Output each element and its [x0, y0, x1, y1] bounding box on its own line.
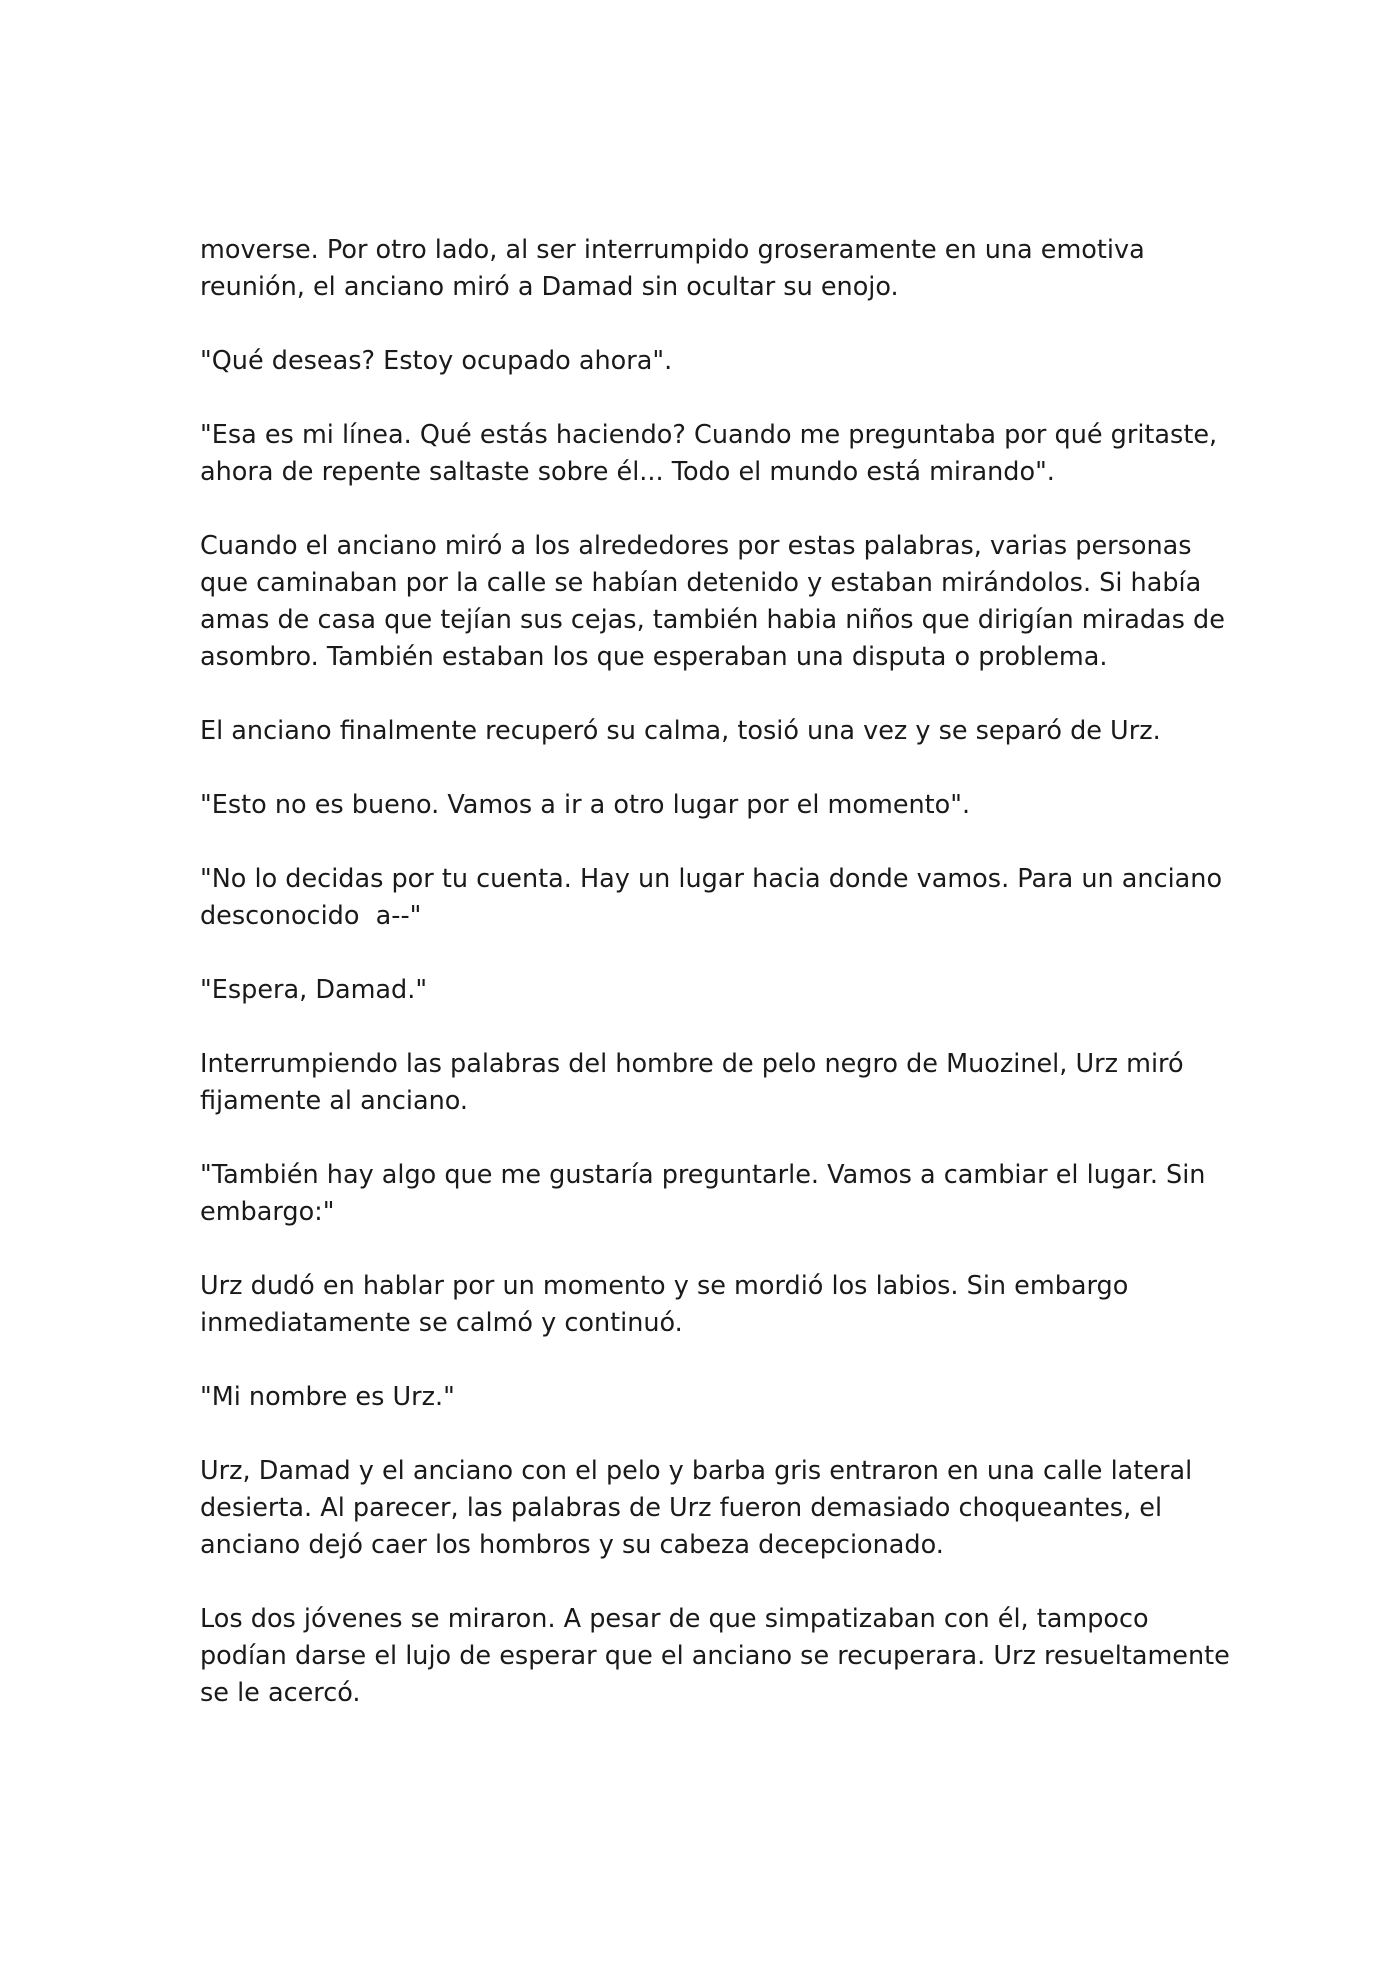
- text-line: desierta. Al parecer, las palabras de Urz fueron demasiado choqueantes, el: [200, 1493, 1163, 1523]
- text-line: Los dos jóvenes se miraron. A pesar de que simpatizaban con él, tampoco: [200, 1604, 1149, 1634]
- text-line: amas de casa que tejían sus cejas, también habia niños que dirigían miradas de: [200, 605, 1225, 635]
- paragraph: [200, 528, 1225, 676]
- text-line: Interrumpiendo las palabras del hombre de pelo negro de Muozinel, Urz miró: [200, 1049, 1184, 1079]
- text-line: desconocido a--": [200, 901, 422, 931]
- paragraph: [200, 1453, 1200, 1564]
- text-line: "No lo decidas por tu cuenta. Hay un lugar hacia donde vamos. Para un anciano: [200, 864, 1223, 894]
- paragraph: [200, 713, 1200, 750]
- text-line: Cuando el anciano miró a los alrededores por estas palabras, varias personas: [200, 531, 1192, 561]
- paragraph: [200, 417, 1218, 491]
- text-line: "Mi nombre es Urz.": [200, 1382, 455, 1412]
- text-line: inmediatamente se calmó y continuó.: [200, 1308, 683, 1338]
- text-line: que caminaban por la calle se habían detenido y estaban mirándolos. Si había: [200, 568, 1202, 598]
- text-line: "Esto no es bueno. Vamos a ir a otro lugar por el momento".: [200, 790, 971, 820]
- text-line: fijamente al anciano.: [200, 1086, 469, 1116]
- paragraph: [200, 343, 1200, 380]
- text-line: embargo:": [200, 1197, 335, 1227]
- paragraph: [200, 1268, 1200, 1342]
- document-body: [200, 232, 1230, 1749]
- paragraph: [200, 787, 1200, 824]
- text-line: reunión, el anciano miró a Damad sin ocultar su enojo.: [200, 272, 899, 302]
- paragraph: [200, 1046, 1200, 1120]
- paragraph: [200, 972, 1200, 1009]
- text-line: "También hay algo que me gustaría preguntarle. Vamos a cambiar el lugar. Sin: [200, 1160, 1206, 1190]
- paragraph: [200, 1157, 1206, 1231]
- text-line: "Qué deseas? Estoy ocupado ahora".: [200, 346, 673, 376]
- text-line: Urz dudó en hablar por un momento y se mordió los labios. Sin embargo: [200, 1271, 1129, 1301]
- text-line: moverse. Por otro lado, al ser interrumpido groseramente en una emotiva: [200, 235, 1145, 265]
- paragraph: [200, 1601, 1230, 1712]
- text-line: anciano dejó caer los hombros y su cabeza decepcionado.: [200, 1530, 944, 1560]
- paragraph: [200, 1379, 1200, 1416]
- text-line: Urz, Damad y el anciano con el pelo y barba gris entraron en una calle lateral: [200, 1456, 1193, 1486]
- paragraph: [200, 861, 1223, 935]
- text-line: El anciano finalmente recuperó su calma, tosió una vez y se separó de Urz.: [200, 716, 1161, 746]
- text-line: se le acercó.: [200, 1678, 361, 1708]
- text-line: podían darse el lujo de esperar que el anciano se recuperara. Urz resueltamente: [200, 1641, 1230, 1671]
- text-line: asombro. También estaban los que esperaban una disputa o problema.: [200, 642, 1108, 672]
- text-line: "Esa es mi línea. Qué estás haciendo? Cuando me preguntaba por qué gritaste,: [200, 420, 1218, 450]
- text-line: ahora de repente saltaste sobre él... Todo el mundo está mirando".: [200, 457, 1055, 487]
- text-line: "Espera, Damad.": [200, 975, 428, 1005]
- paragraph: [200, 232, 1200, 306]
